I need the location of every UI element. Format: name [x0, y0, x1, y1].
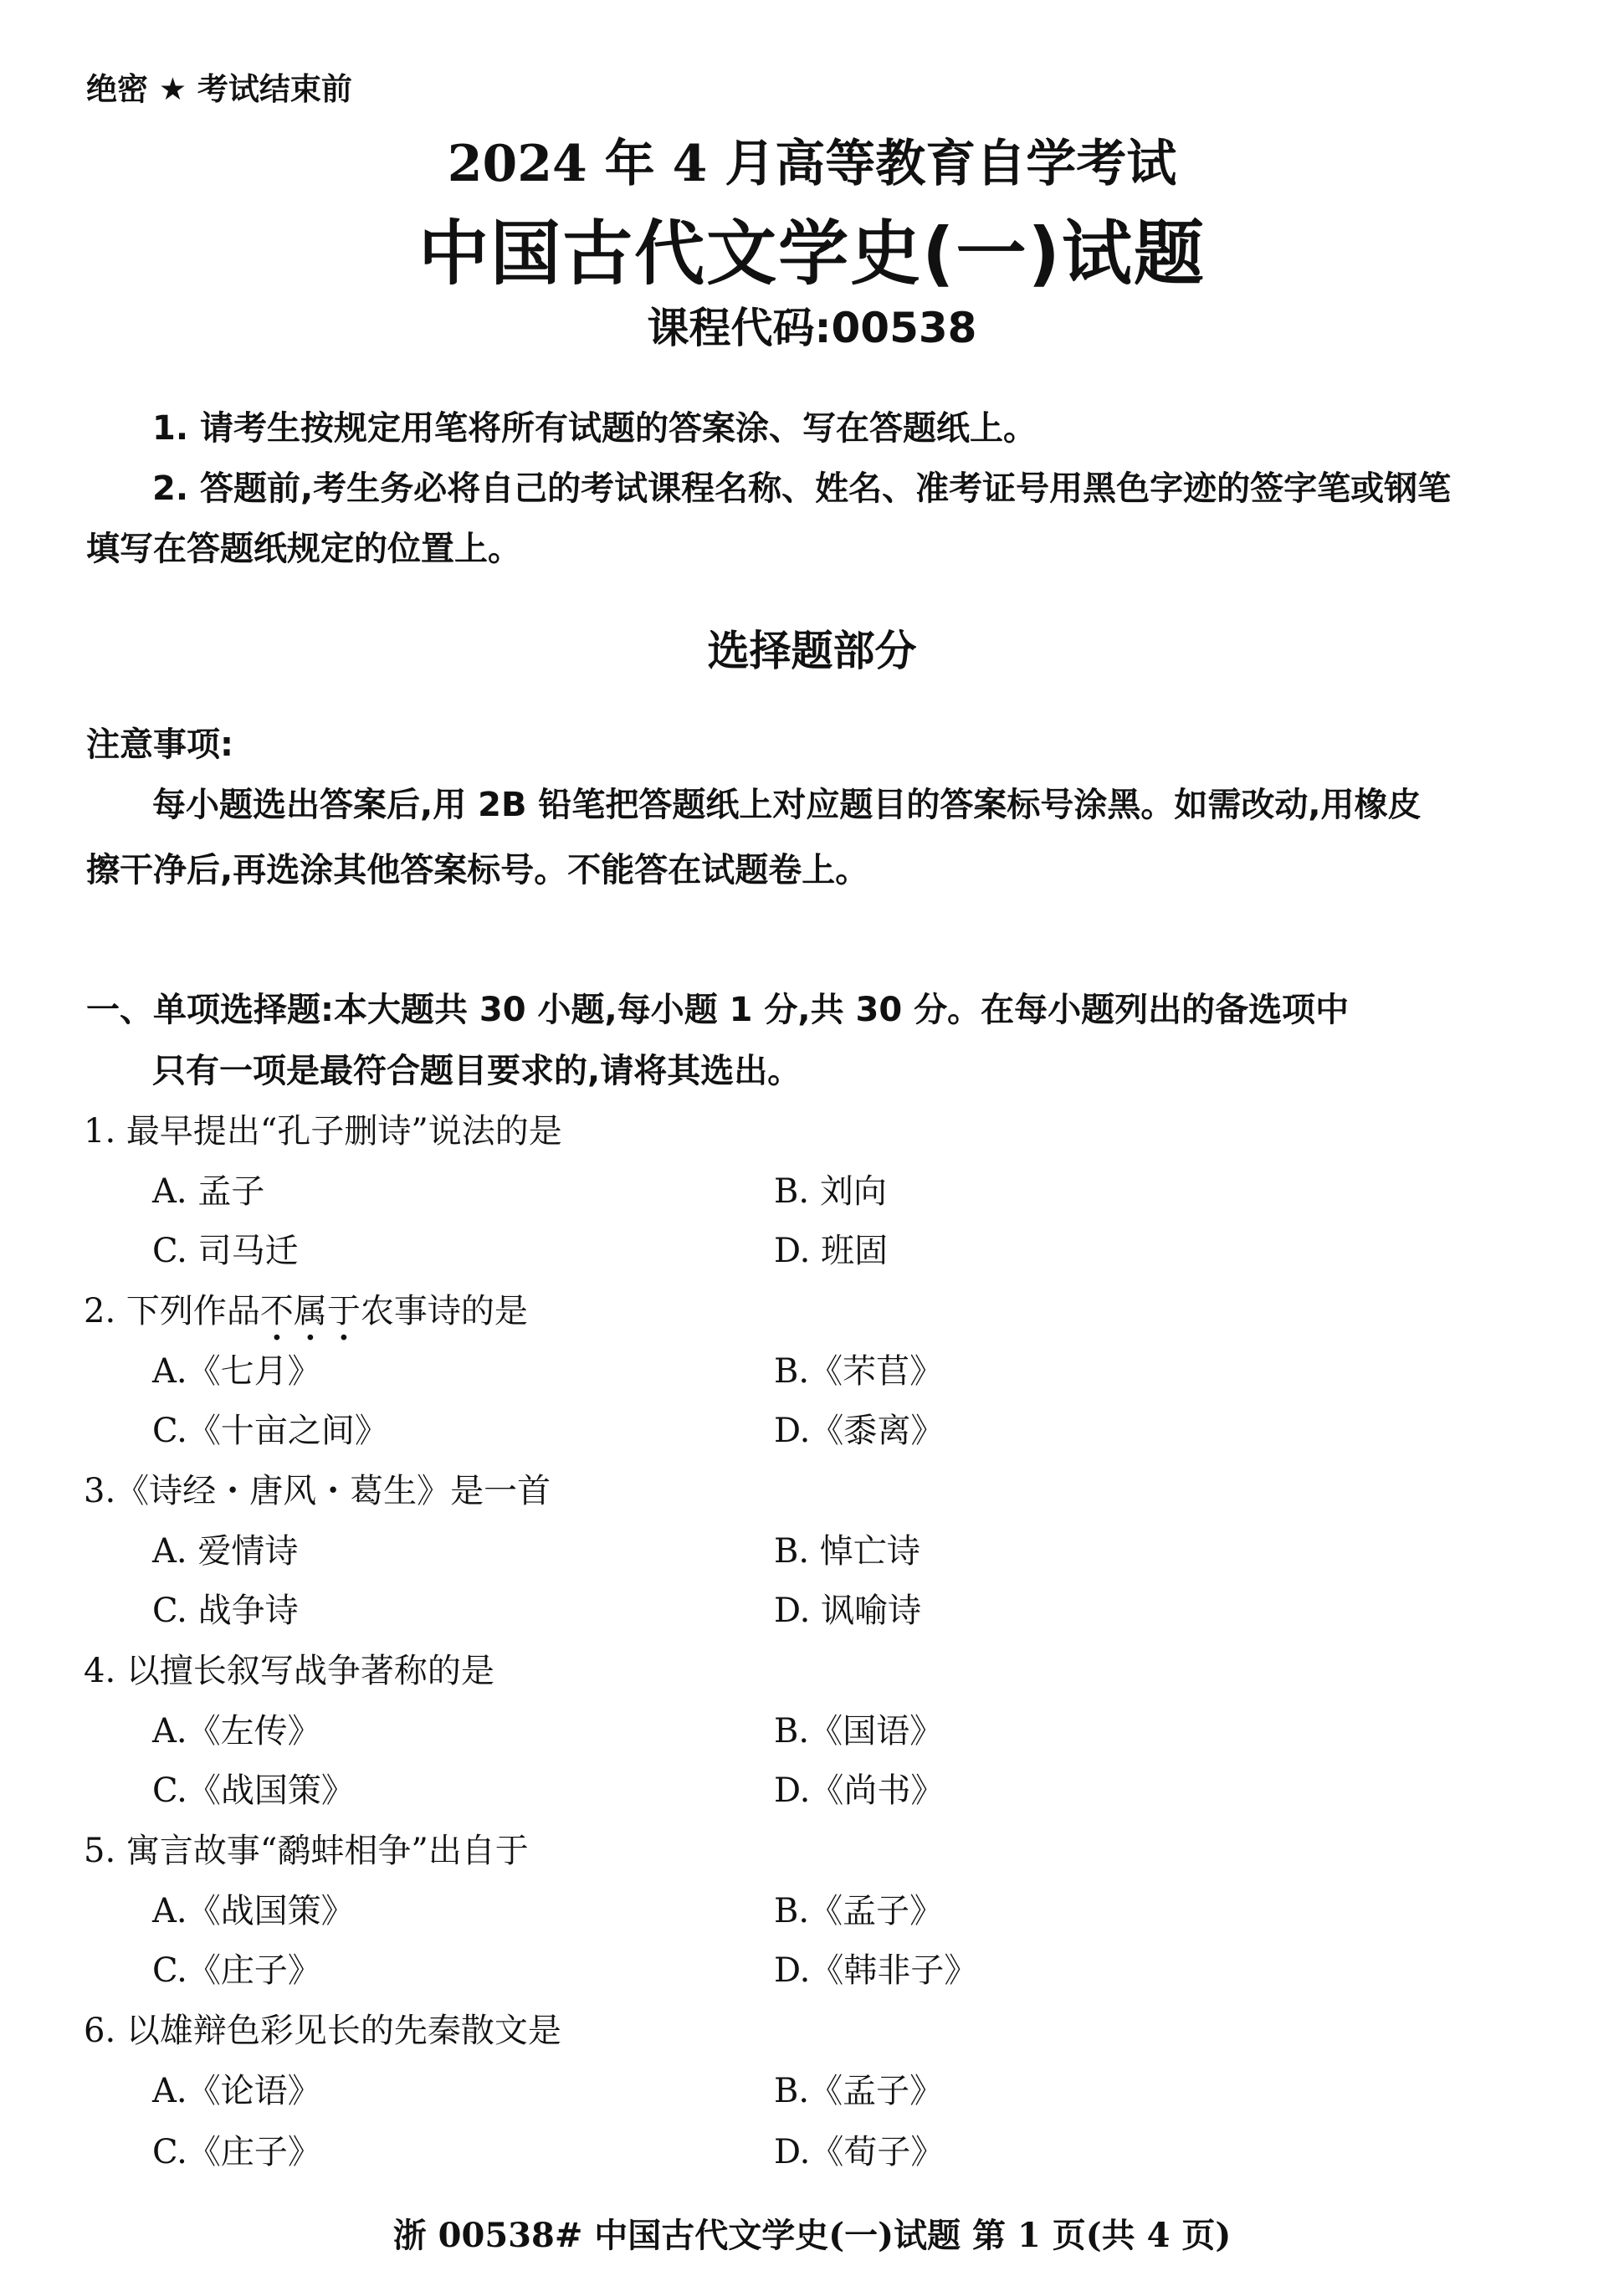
option-a: A.《左传》 — [152, 1712, 321, 1751]
option-d: D.《尚书》 — [774, 1771, 945, 1810]
option-b: B. 刘向 — [774, 1172, 887, 1211]
option-c: C. 战争诗 — [152, 1592, 299, 1630]
instruction-2: 2. 答题前,考生务必将自己的考试课程名称、姓名、准考证号用黑色字迹的签字笔或钢笔 — [152, 469, 1452, 508]
page-footer: 浙 00538# 中国古代文学史(一)试题 第 1 页(共 4 页) — [392, 2216, 1232, 2255]
option-a: A. 爱情诗 — [152, 1532, 299, 1571]
option-a: A.《战国策》 — [152, 1892, 355, 1930]
option-c: C.《战国策》 — [152, 1771, 355, 1810]
confidential-label: 绝密 ★ 考试结束前 — [86, 71, 352, 107]
notes-label: 注意事项: — [86, 725, 233, 764]
option-b: B.《芣苢》 — [774, 1352, 944, 1391]
option-d: D. 班固 — [774, 1232, 889, 1270]
question-stem: 1. 最早提出“孔子删诗”说法的是 — [84, 1112, 562, 1151]
option-d: D.《黍离》 — [774, 1412, 945, 1450]
subject-title: 中国古代文学史(一)试题 — [418, 213, 1206, 295]
course-code: 课程代码:00538 — [647, 304, 977, 352]
option-c: C. 司马迁 — [152, 1232, 299, 1270]
question-stem: 3.《诗经・唐风・葛生》是一首 — [84, 1472, 551, 1510]
option-b: B.《孟子》 — [774, 2072, 944, 2110]
notes-line-2: 擦干净后,再选涂其他答案标号。不能答在试题卷上。 — [86, 851, 869, 889]
section-title: 选择题部分 — [707, 627, 917, 675]
stem-suffix: 农事诗的是 — [360, 1292, 528, 1330]
question-stem — [84, 1284, 528, 1332]
option-d: D.《荀子》 — [774, 2133, 945, 2171]
option-c: C.《十亩之间》 — [152, 1412, 388, 1450]
option-a: A.《论语》 — [152, 2072, 321, 2110]
part-one-heading-cont: 只有一项是最符合题目要求的,请将其选出。 — [152, 1052, 802, 1090]
stem-prefix: 2. 下列作品 — [84, 1292, 260, 1330]
option-d: D.《韩非子》 — [774, 1951, 978, 1990]
instruction-1: 1. 请考生按规定用笔将所有试题的答案涂、写在答题纸上。 — [152, 409, 1037, 448]
option-c: C.《庄子》 — [152, 1951, 321, 1990]
option-d: D. 讽喻诗 — [774, 1592, 922, 1630]
option-a: A. 孟子 — [152, 1172, 265, 1211]
exam-title: 2024 年 4 月高等教育自学考试 — [447, 135, 1177, 193]
option-a: A.《七月》 — [152, 1352, 321, 1391]
question-stem: 6. 以雄辩色彩见长的先秦散文是 — [84, 2012, 561, 2050]
option-b: B. 悼亡诗 — [774, 1532, 920, 1571]
option-b: B.《孟子》 — [774, 1892, 944, 1930]
question-stem: 4. 以擅长叙写战争著称的是 — [84, 1652, 494, 1690]
option-b: B.《国语》 — [774, 1712, 944, 1751]
question-stem: 5. 寓言故事“鹬蚌相争”出自于 — [84, 1832, 529, 1870]
part-one-heading: 一、单项选择题:本大题共 30 小题,每小题 1 分,共 30 分。在每小题列出的备选项中 — [86, 991, 1350, 1029]
instruction-2-cont: 填写在答题纸规定的位置上。 — [86, 530, 521, 568]
emphasis-char: 不 — [259, 1292, 294, 1330]
emphasis-char: 于 — [326, 1292, 361, 1330]
notes-line-1: 每小题选出答案后,用 2B 铅笔把答题纸上对应题目的答案标号涂黑。如需改动,用橡皮 — [152, 786, 1422, 824]
emphasis-char: 属 — [293, 1292, 327, 1330]
option-c: C.《庄子》 — [152, 2133, 321, 2171]
